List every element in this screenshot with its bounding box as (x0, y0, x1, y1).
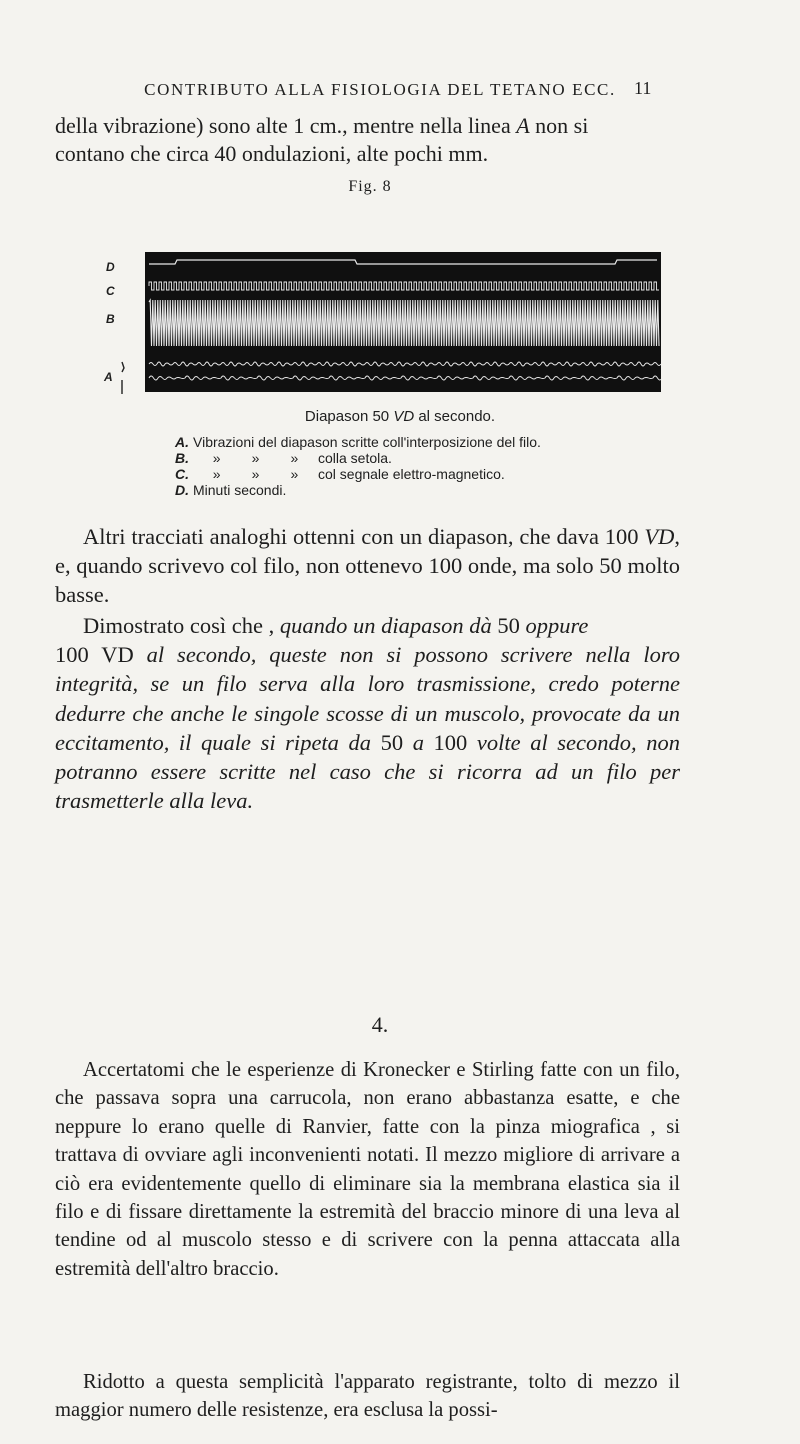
caption-pre: Diapason 50 (304, 408, 394, 425)
legend-key: D. (175, 482, 189, 498)
trace-label-c: C (106, 284, 115, 298)
figure-legend (175, 434, 541, 498)
intro-line1-em: A (516, 113, 530, 138)
para1-em: VD (644, 524, 675, 549)
legend-row-d (175, 482, 541, 498)
para2-em-d: a (412, 729, 424, 755)
figure-label: Fig. 8 (348, 178, 392, 195)
para1-text-b: , e, quando scrivevo col filo, non ottenevo 100 onde, ma solo 50 molto basse. (55, 524, 680, 607)
para2-em-e: volte al secondo, non potranno essere scritte nel caso che si ricorra ad un filo per trasmetterle alla leva. (55, 729, 680, 814)
page-number: 11 (634, 78, 652, 98)
para2-em-c: al secondo, queste non si possono scrivere nella loro integrità, se un filo serva alla loro trasmissione, credo poterne dedurre che anche le singole scosse di un muscolo, provocate da un eccitamento, il quale si ripeta da (55, 642, 681, 755)
para2-text-c: 100 VD (55, 642, 147, 668)
paragraph-4: Ridotto a questa semplicità l'apparato registrante, tolto di mezzo il maggior numero delle resistenze, era esclusa la possi- (55, 1371, 680, 1422)
paragraph-1 (55, 522, 680, 609)
legend-ditto: » » » (212, 450, 299, 466)
trace-label-a: A (104, 370, 113, 384)
legend-text: colla setola. (318, 450, 392, 466)
trace-label-d: D (106, 260, 115, 274)
para2-text-b: 50 (491, 613, 526, 638)
para2-text-d: 50 (371, 729, 413, 755)
intro-line2: contano che circa 40 ondulazioni, alte pochi mm. (55, 141, 489, 167)
legend-row-b (175, 450, 541, 466)
legend-ditto: » » » (212, 466, 299, 482)
para2-em-b: oppure (525, 613, 589, 638)
legend-row-c (175, 466, 541, 482)
figure (104, 222, 690, 402)
figure-caption-title (0, 408, 800, 425)
intro-line1: della vibrazione) sono alte 1 cm., mentre nella linea (55, 113, 517, 138)
running-head: CONTRIBUTO ALLA FISIOLOGIA DEL TETANO ECC. (144, 80, 616, 99)
paragraph-2 (55, 611, 680, 815)
intro-paragraph (55, 112, 680, 169)
paragraph-3: Accertatomi che le esperienze di Kronecker e Stirling fatte con un filo, che passava sopra una carrucola, non erano abbastanza esatte, e che neppure lo erano quelle di Ranvier, fatte con la pinza miografica , si trattava di ovviare agli inconvenienti notati. Il mezzo migliore di arrivare a ciò era evidentemente quello di eliminare sia la membrana elastica sia il filo e di fissare direttamente la estremità del braccio minore di una leva al tendine od al muscolo stesso e di scrivere con la penna attaccata alla estremità dell'altro braccio. (55, 1059, 680, 1280)
para2-text-e: 100 (423, 729, 477, 755)
legend-key: C. (175, 466, 189, 482)
para1-text-a: Altri tracciati analoghi ottenni con un diapason, che dava 100 (83, 524, 645, 549)
legend-row-a (175, 434, 541, 450)
trace-label-b: B (106, 312, 115, 326)
intro-line1-end: non si (529, 113, 589, 138)
section-number: 4. (371, 1012, 389, 1037)
legend-text: col segnale elettro-magnetico. (318, 466, 505, 482)
legend-text: Minuti secondi. (193, 482, 287, 498)
para2-text-a: Dimostrato così che , (83, 613, 280, 638)
legend-key: A. (175, 434, 189, 450)
kymograph-record (145, 252, 661, 392)
para2-em-a: quando un diapason dà (279, 613, 492, 638)
trace-a-brace (110, 222, 142, 402)
caption-em: VD (393, 408, 415, 425)
legend-key: B. (175, 450, 189, 466)
legend-text: Vibrazioni del diapason scritte coll'interposizione del filo. (193, 434, 541, 450)
caption-post: al secondo. (414, 408, 496, 425)
